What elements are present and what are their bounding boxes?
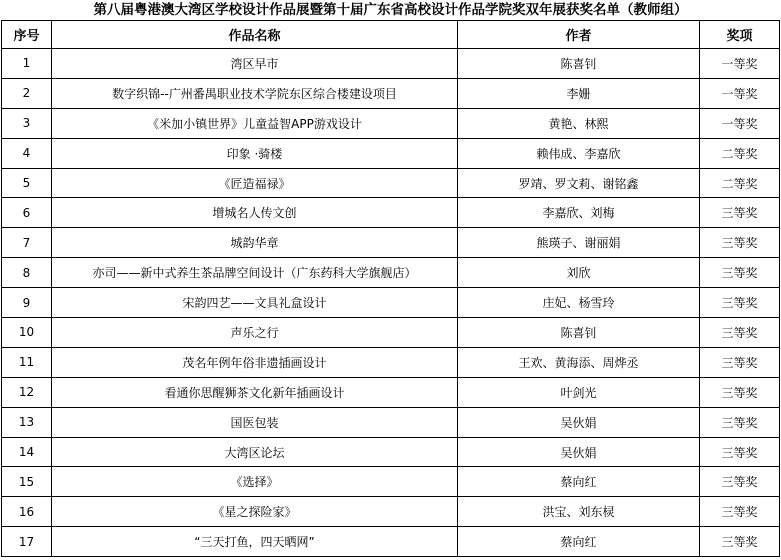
cell-author: 陈喜钊 [458,49,700,79]
cell-index: 15 [2,467,52,497]
cell-award: 三等奖 [700,228,780,258]
table-row [2,198,780,228]
table-row [2,347,780,377]
cell-author: 蔡向红 [458,467,700,497]
cell-author: 熊瑛子、谢丽娟 [458,228,700,258]
header-work-name: 作品名称 [52,21,458,49]
table-row [2,467,780,497]
cell-index: 2 [2,78,52,108]
cell-work-name: 大湾区论坛 [52,437,458,467]
cell-author: 吴伙娟 [458,407,700,437]
table-row [2,407,780,437]
cell-author: 罗靖、罗文莉、谢铭鑫 [458,168,700,198]
cell-author: 庄妃、杨雪玲 [458,288,700,318]
cell-award: 三等奖 [700,347,780,377]
cell-work-name: 《星之探险家》 [52,497,458,527]
table-row [2,318,780,348]
cell-author: 赖伟成、李嘉欣 [458,138,700,168]
cell-author: 叶剑光 [458,377,700,407]
header-index: 序号 [2,21,52,49]
cell-index: 11 [2,347,52,377]
cell-work-name: 《匠造福禄》 [52,168,458,198]
cell-author: 蔡向红 [458,527,700,557]
table-row [2,138,780,168]
cell-award: 三等奖 [700,198,780,228]
cell-author: 李姗 [458,78,700,108]
table-row [2,228,780,258]
cell-index: 5 [2,168,52,198]
cell-work-name: 国医包装 [52,407,458,437]
table-row [2,437,780,467]
header-author: 作者 [458,21,700,49]
cell-index: 10 [2,318,52,348]
cell-author: 吴伙娟 [458,437,700,467]
cell-author: 王欢、黄海添、周烨丞 [458,347,700,377]
cell-work-name: 看通你思醒狮茶文化新年插画设计 [52,377,458,407]
cell-work-name: 增城名人传文创 [52,198,458,228]
cell-award: 一等奖 [700,78,780,108]
cell-index: 6 [2,198,52,228]
cell-award: 三等奖 [700,497,780,527]
cell-award: 三等奖 [700,527,780,557]
table-row [2,497,780,527]
cell-author: 李嘉欣、刘梅 [458,198,700,228]
cell-index: 16 [2,497,52,527]
table-row [2,108,780,138]
table-row [2,78,780,108]
table-row [2,258,780,288]
cell-index: 12 [2,377,52,407]
cell-work-name: 声乐之行 [52,318,458,348]
table-header-row [2,21,780,49]
cell-award: 一等奖 [700,108,780,138]
table-row [2,377,780,407]
cell-author: 洪宝、刘东棂 [458,497,700,527]
cell-author: 陈喜钊 [458,318,700,348]
cell-award: 二等奖 [700,138,780,168]
cell-award: 一等奖 [700,49,780,79]
cell-award: 三等奖 [700,467,780,497]
cell-index: 9 [2,288,52,318]
cell-work-name: 《选择》 [52,467,458,497]
cell-award: 三等奖 [700,318,780,348]
cell-work-name: 《米加小镇世界》儿童益智APP游戏设计 [52,108,458,138]
cell-index: 8 [2,258,52,288]
cell-work-name: 宋韵四艺——文具礼盒设计 [52,288,458,318]
table-row [2,527,780,557]
page-title: 第八届粤港澳大湾区学校设计作品展暨第十届广东省高校设计作品学院奖双年展获奖名单（教师组） [93,2,688,18]
cell-index: 1 [2,49,52,79]
award-table [1,20,780,557]
cell-index: 14 [2,437,52,467]
cell-index: 17 [2,527,52,557]
cell-work-name: 城韵华章 [52,228,458,258]
cell-index: 4 [2,138,52,168]
cell-work-name: 茂名年例年俗非遗插画设计 [52,347,458,377]
table-row [2,49,780,79]
cell-award: 三等奖 [700,288,780,318]
cell-work-name: 湾区早市 [52,49,458,79]
cell-work-name: “三天打鱼，四天晒网” [52,527,458,557]
cell-index: 7 [2,228,52,258]
table-row [2,288,780,318]
table-row [2,168,780,198]
header-award: 奖项 [700,21,780,49]
cell-author: 刘欣 [458,258,700,288]
cell-author: 黄艳、林熙 [458,108,700,138]
cell-award: 二等奖 [700,168,780,198]
cell-award: 三等奖 [700,407,780,437]
cell-work-name: 印象 ·骑楼 [52,138,458,168]
cell-award: 三等奖 [700,377,780,407]
table-body [2,49,780,557]
cell-index: 13 [2,407,52,437]
cell-award: 三等奖 [700,258,780,288]
cell-work-name: 亦司——新中式养生茶品牌空间设计（广东药科大学旗舰店） [52,258,458,288]
cell-index: 3 [2,108,52,138]
cell-work-name: 数字织锦--广州番禺职业技术学院东区综合楼建设项目 [52,78,458,108]
cell-award: 三等奖 [700,437,780,467]
